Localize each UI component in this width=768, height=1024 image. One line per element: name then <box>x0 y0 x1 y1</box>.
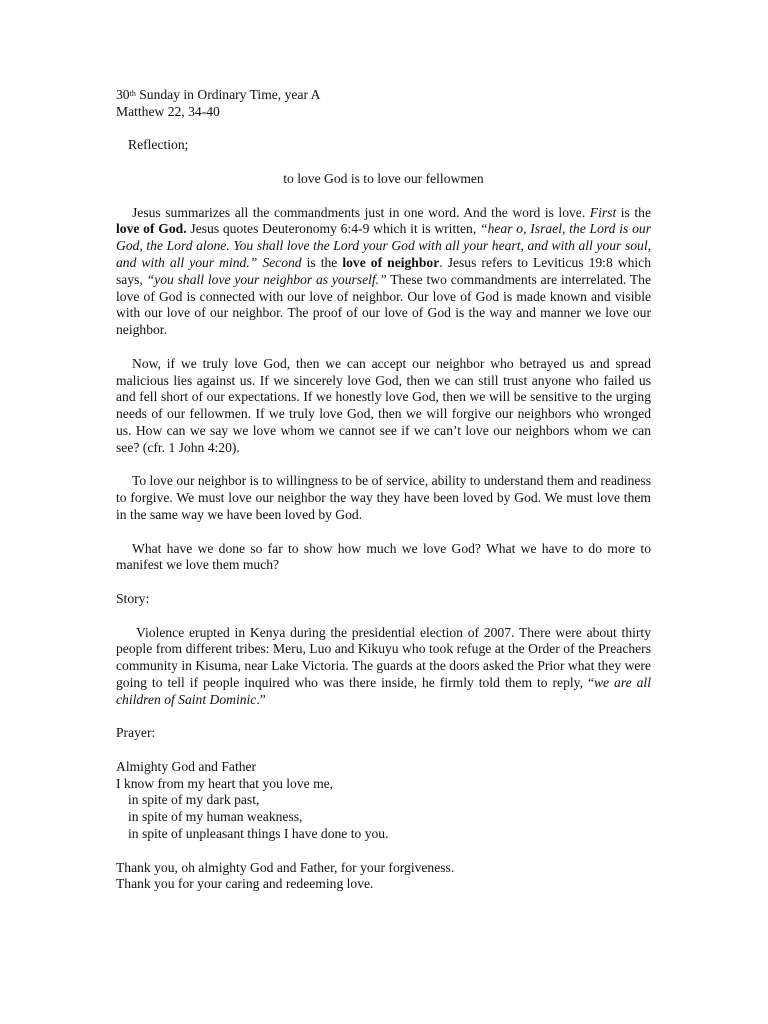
prayer-line-2: I know from my heart that you love me, <box>116 775 334 791</box>
header-title-text: Sunday in Ordinary Time, year A <box>135 87 321 102</box>
prayer-line-4: in spite of my human weakness, <box>128 809 303 825</box>
prayer-line-5: in spite of unpleasant things I have done to you. <box>128 826 389 842</box>
story-paragraph: Violence erupted in Kenya during the presidential election of 2007. There were about thirty people from different tribes: Meru, Luo and Kikuyu who took refuge at the Order of the Preachers community in Kisuma, near Lake Victoria. The guards at the doors asked the Prior what they were going to tell if people inquired who was there inside, he firmly told them to reply, “we are all children of Saint Dominic.” <box>116 624 651 707</box>
prayer-line-1: Almighty God and Father <box>116 758 257 774</box>
header-title <box>116 87 651 104</box>
ordinal-suffix: th <box>129 89 136 98</box>
paragraph-2: Now, if we truly love God, then we can accept our neighbor who betrayed us and spread malicious lies against us. If we sincerely love God, then we can still trust anyone who failed us and fell short of our expectations. If we honestly love God, then we will be sensitive to the urging needs of our fellowmen. If we truly love God, then we will forgive our neighbors who wronged us. How can we say we love whom we cannot see if we can’t love our neighbors whom we can see? (cfr. 1 John 4:20). <box>116 355 651 455</box>
prayer-line-3: in spite of my dark past, <box>128 792 260 808</box>
paragraph-4: What have we done so far to show how much we love God? What we have to do more to manifest we love them much? <box>116 540 651 573</box>
prayer-label: Prayer: <box>116 725 156 741</box>
paragraph-1: Jesus summarizes all the commandments just in one word. And the word is love. First is the love of God. Jesus quotes Deuteronomy 6:4-9 which it is written, “hear o, Israel, the Lord is our God, the Lord alone. You shall love the Lord your God with all your heart, and with all your soul, and with all your mind.” Second is the love of neighbor. Jesus refers to Leviticus 19:8 which says, “you shall love your neighbor as yourself.” These two commandments are interrelated. The love of God is connected with our love of neighbor. Our love of God is made known and visible with our love of our neighbor. The proof of our love of God is the way and manner we love our neighbor. <box>116 204 652 338</box>
prayer-line-6: Thank you, oh almighty God and Father, for your forgiveness. <box>116 859 455 875</box>
theme-line: to love God is to love our fellowmen <box>283 170 484 186</box>
prayer-line-7: Thank you for your caring and redeeming love. <box>116 876 374 892</box>
story-label: Story: <box>116 590 150 606</box>
document-page <box>116 87 651 893</box>
paragraph-3: To love our neighbor is to willingness to be of service, ability to understand them and readiness to forgive. We must love our neighbor the way they have been loved by God. We must love them in the same way we have been loved by God. <box>116 473 651 522</box>
reflection-label: Reflection; <box>128 137 189 153</box>
gospel-reading: Matthew 22, 34-40 <box>116 103 220 119</box>
sunday-number: 30 <box>116 87 130 102</box>
